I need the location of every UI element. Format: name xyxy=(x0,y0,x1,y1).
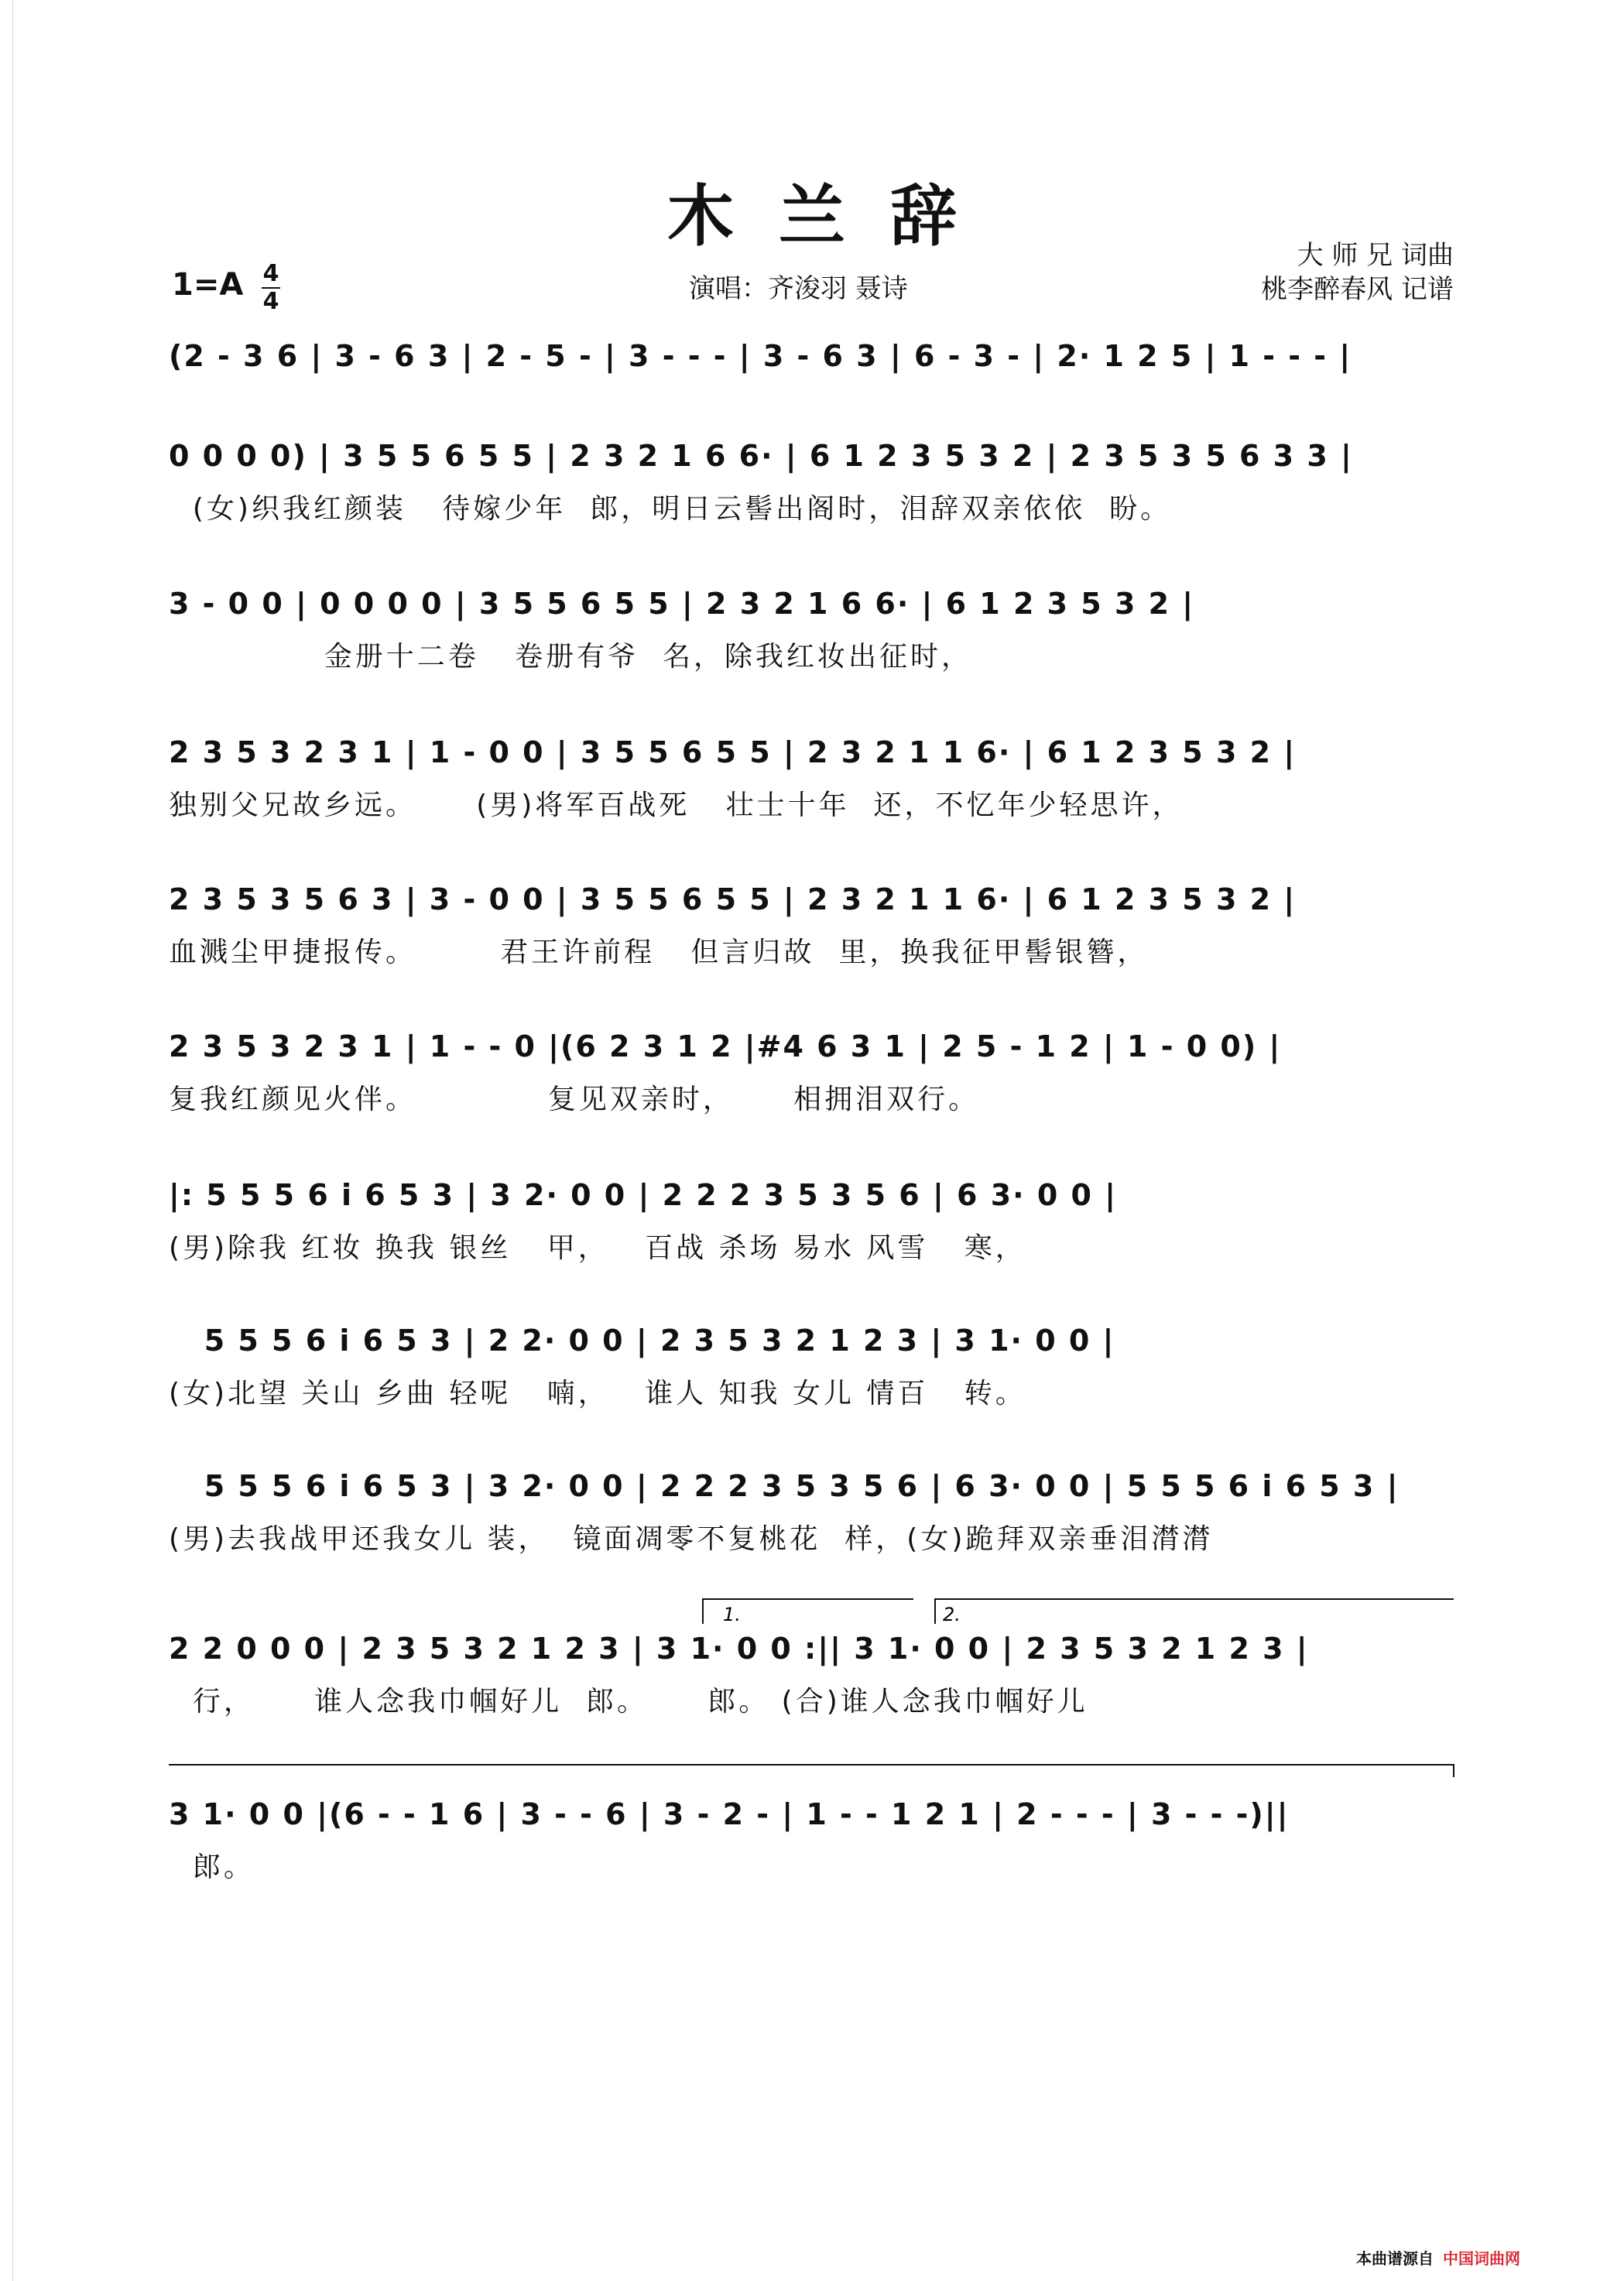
second-ending-label: 2. xyxy=(943,1604,961,1625)
lyric-line: 血溅尘甲捷报传。 君王许前程 但言归故 里，换我征甲髻银簪， xyxy=(169,937,1149,968)
closing-bracket xyxy=(169,1765,1454,1777)
notation-line: 2 3 5 3 5 6 3 | 3 - 0 0 | 3 5 5 6 5 5 | 2 3 2 1 1 6· | 6 1 2 3 5 3 2 | xyxy=(169,882,1297,916)
lyric-line: 行， 谁人念我巾帼好儿 郎。 郎。 (合)谁人念我巾帼好儿 xyxy=(169,1686,1088,1718)
lyric-line: (女)北望 关山 乡曲 轻呢 喃， 谁人 知我 女儿 情百 转。 xyxy=(169,1378,1026,1409)
notation-line: 3 1· 0 0 |(6 - - 1 6 | 3 - - 6 | 3 - 2 - | 1 - - 1 2 1 | 2 - - - | 3 - - -)|| xyxy=(169,1797,1290,1831)
composer-credit: 大 师 兄 词曲 xyxy=(1297,240,1454,271)
first-ending-label: 1. xyxy=(723,1604,741,1625)
lyric-line: (男)去我战甲还我女儿 装， 镜面凋零不复桃花 样，(女)跪拜双亲垂泪潸潸 xyxy=(169,1523,1214,1555)
lyric-line: 复我红颜见火伴。 复见双亲时， 相拥泪双行。 xyxy=(169,1084,980,1115)
time-signature-bottom: 4 xyxy=(262,288,279,315)
notation-line: 2 3 5 3 2 3 1 | 1 - - 0 |(6 2 3 1 2 |#4 6 3 1 | 2 5 - 1 2 | 1 - 0 0) | xyxy=(169,1029,1282,1063)
notation-line: (2 - 3 6 | 3 - 6 3 | 2 - 5 - | 3 - - - | 3 - 6 3 | 6 - 3 - | 2· 1 2 5 | 1 - - - | xyxy=(169,339,1352,373)
lyric-line: (男)除我 红妆 换我 银丝 甲， 百战 杀场 易水 风雪 寒， xyxy=(169,1232,1026,1264)
notation-line: 5 5 5 6 i 6 5 3 | 3 2· 0 0 | 2 2 2 3 5 3 5 6 | 6 3· 0 0 | 5 5 5 6 i 6 5 3 | xyxy=(169,1469,1400,1503)
notation-line: 2 3 5 3 2 3 1 | 1 - 0 0 | 3 5 5 6 5 5 | 2 3 2 1 1 6· | 6 1 2 3 5 3 2 | xyxy=(169,735,1297,769)
footer-brand[interactable]: 中国词曲网 xyxy=(1443,2249,1520,2268)
lyric-line: 郎。 xyxy=(169,1851,255,1883)
notation-line: |: 5 5 5 6 i 6 5 3 | 3 2· 0 0 | 2 2 2 3 5 3 5 6 | 6 3· 0 0 | xyxy=(169,1178,1118,1212)
second-ending-bracket xyxy=(935,1599,1454,1624)
notation-line: 0 0 0 0) | 3 5 5 6 5 5 | 2 3 2 1 6 6· | 6 1 2 3 5 3 2 | 2 3 5 3 5 6 3 3 | xyxy=(169,439,1353,473)
lyric-line: 独别父兄故乡远。 (男)将军百战死 壮士十年 还，不忆年少轻思许， xyxy=(169,789,1184,821)
song-title: 木兰辞 xyxy=(667,178,1002,255)
footer-source: 本曲谱源自 xyxy=(1356,2249,1434,2268)
performer-credit: 演唱：齐浚羽 聂诗 xyxy=(689,273,908,304)
time-signature-top: 4 xyxy=(262,260,279,287)
transcriber-credit: 桃李醉春风 记谱 xyxy=(1261,274,1454,305)
page-footer xyxy=(1356,2246,1520,2269)
lyric-line: 金册十二卷 卷册有爷 名，除我红妆出征时， xyxy=(169,641,972,673)
lyric-line: (女)织我红颜装 待嫁少年 郎，明日云髻出阁时，泪辞双亲依依 盼。 xyxy=(169,493,1172,525)
notation-line: 2 2 0 0 0 | 2 3 5 3 2 1 2 3 | 3 1· 0 0 :|| 3 1· 0 0 | 2 3 5 3 2 1 2 3 | xyxy=(169,1632,1309,1666)
key-signature: 1=A xyxy=(172,267,244,303)
notation-line: 3 - 0 0 | 0 0 0 0 | 3 5 5 6 5 5 | 2 3 2 1 6 6· | 6 1 2 3 5 3 2 | xyxy=(169,587,1195,621)
notation-line: 5 5 5 6 i 6 5 3 | 2 2· 0 0 | 2 3 5 3 2 1 2 3 | 3 1· 0 0 | xyxy=(169,1324,1115,1358)
